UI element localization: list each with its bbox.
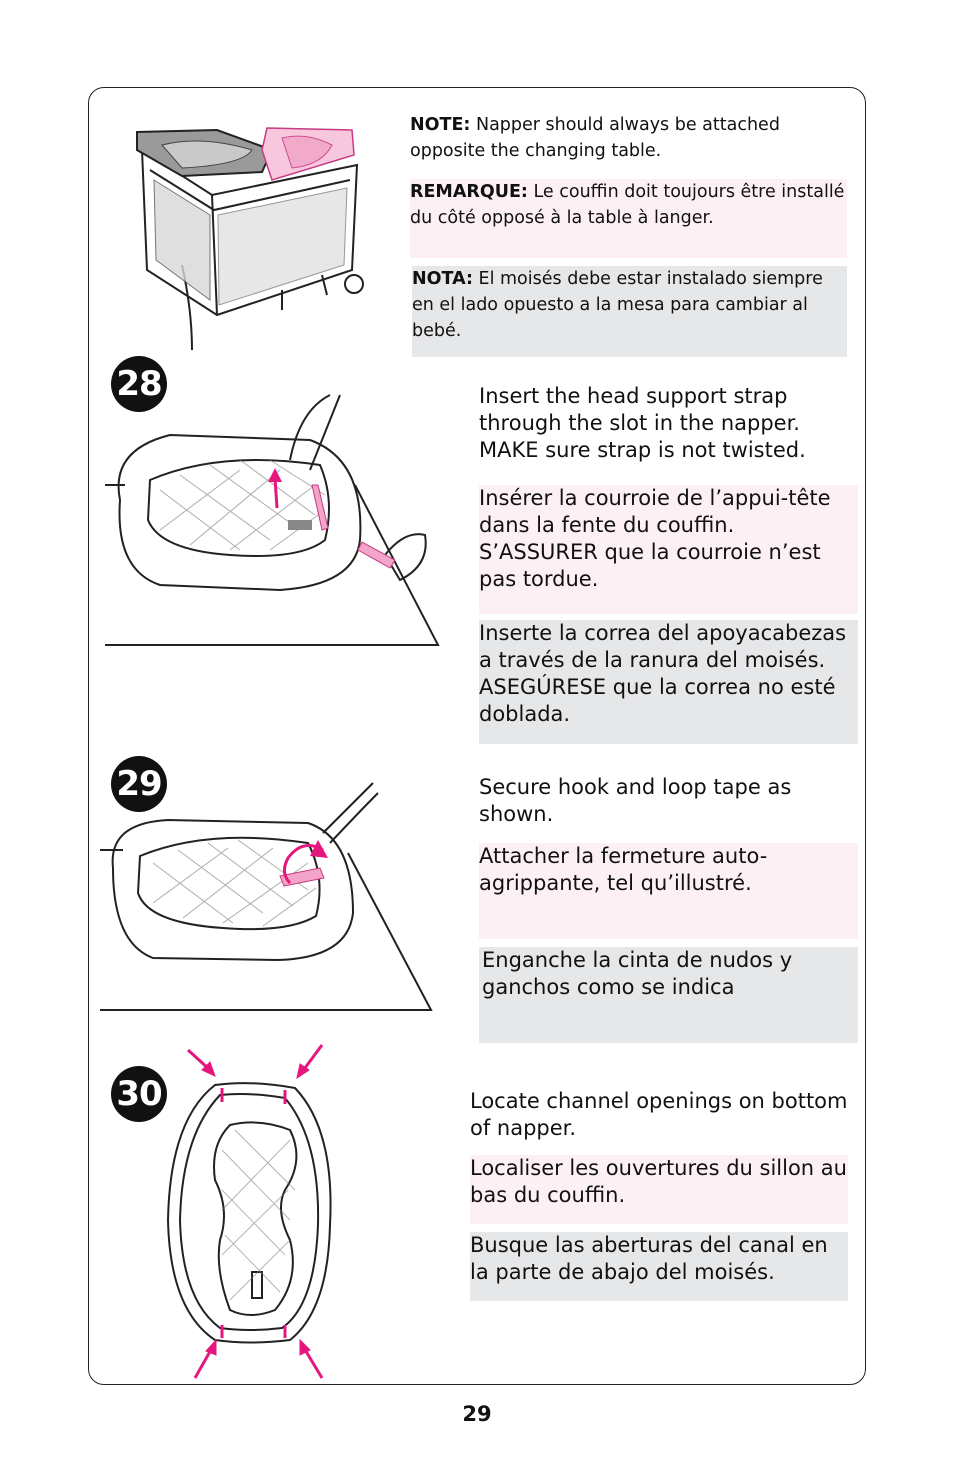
note-es-text: El moisés debe estar instalado siempre en el lado opuesto a la mesa para cambiar al bebé.	[412, 269, 823, 341]
step-28-es: Inserte la correa del apoyacabezas a través de la ranura del moisés. ASEGÚRESE que la correa no esté doblada.	[479, 620, 858, 744]
step-29-es: Enganche la cinta de nudos y ganchos como se indica	[479, 947, 858, 1043]
playard-illustration	[122, 110, 372, 355]
page-number: 29	[462, 1402, 492, 1426]
step-28-fr: Insérer la courroie de l’appui-tête dans la fente du couffin. S’ASSURER que la courroie n’est pas tordue.	[479, 485, 858, 614]
step-28-illustration	[100, 390, 440, 650]
step-29-fr: Attacher la fermeture auto-agrippante, tel qu’illustré.	[479, 843, 858, 939]
step-30-fr: Localiser les ouvertures du sillon au bas du couffin.	[470, 1155, 848, 1224]
step-29-en: Secure hook and loop tape as shown.	[479, 775, 792, 826]
step-30-es: Busque las aberturas del canal en la parte de abajo del moisés.	[470, 1232, 848, 1301]
step-30-illustration	[160, 1040, 340, 1385]
note-es-label: NOTA:	[412, 269, 473, 289]
note-es	[412, 266, 847, 357]
note-fr	[410, 179, 847, 258]
note-en	[410, 112, 850, 164]
step-29-badge: 29	[111, 756, 167, 812]
note-fr-text: Le couffin doit toujours être installé du côté opposé à la table à langer.	[410, 182, 845, 228]
step-29-illustration	[98, 778, 438, 1018]
step-28-en: Insert the head support strap through the slot in the napper. MAKE sure strap is not twisted.	[479, 384, 806, 462]
note-en-label: NOTE:	[410, 115, 471, 135]
note-en-text: Napper should always be attached opposite the changing table.	[410, 115, 780, 161]
note-fr-label: REMARQUE:	[410, 182, 528, 202]
step-30-en: Locate channel openings on bottom of napper.	[470, 1089, 848, 1140]
step-30-badge: 30	[111, 1066, 167, 1122]
step-28-badge: 28	[111, 356, 167, 412]
